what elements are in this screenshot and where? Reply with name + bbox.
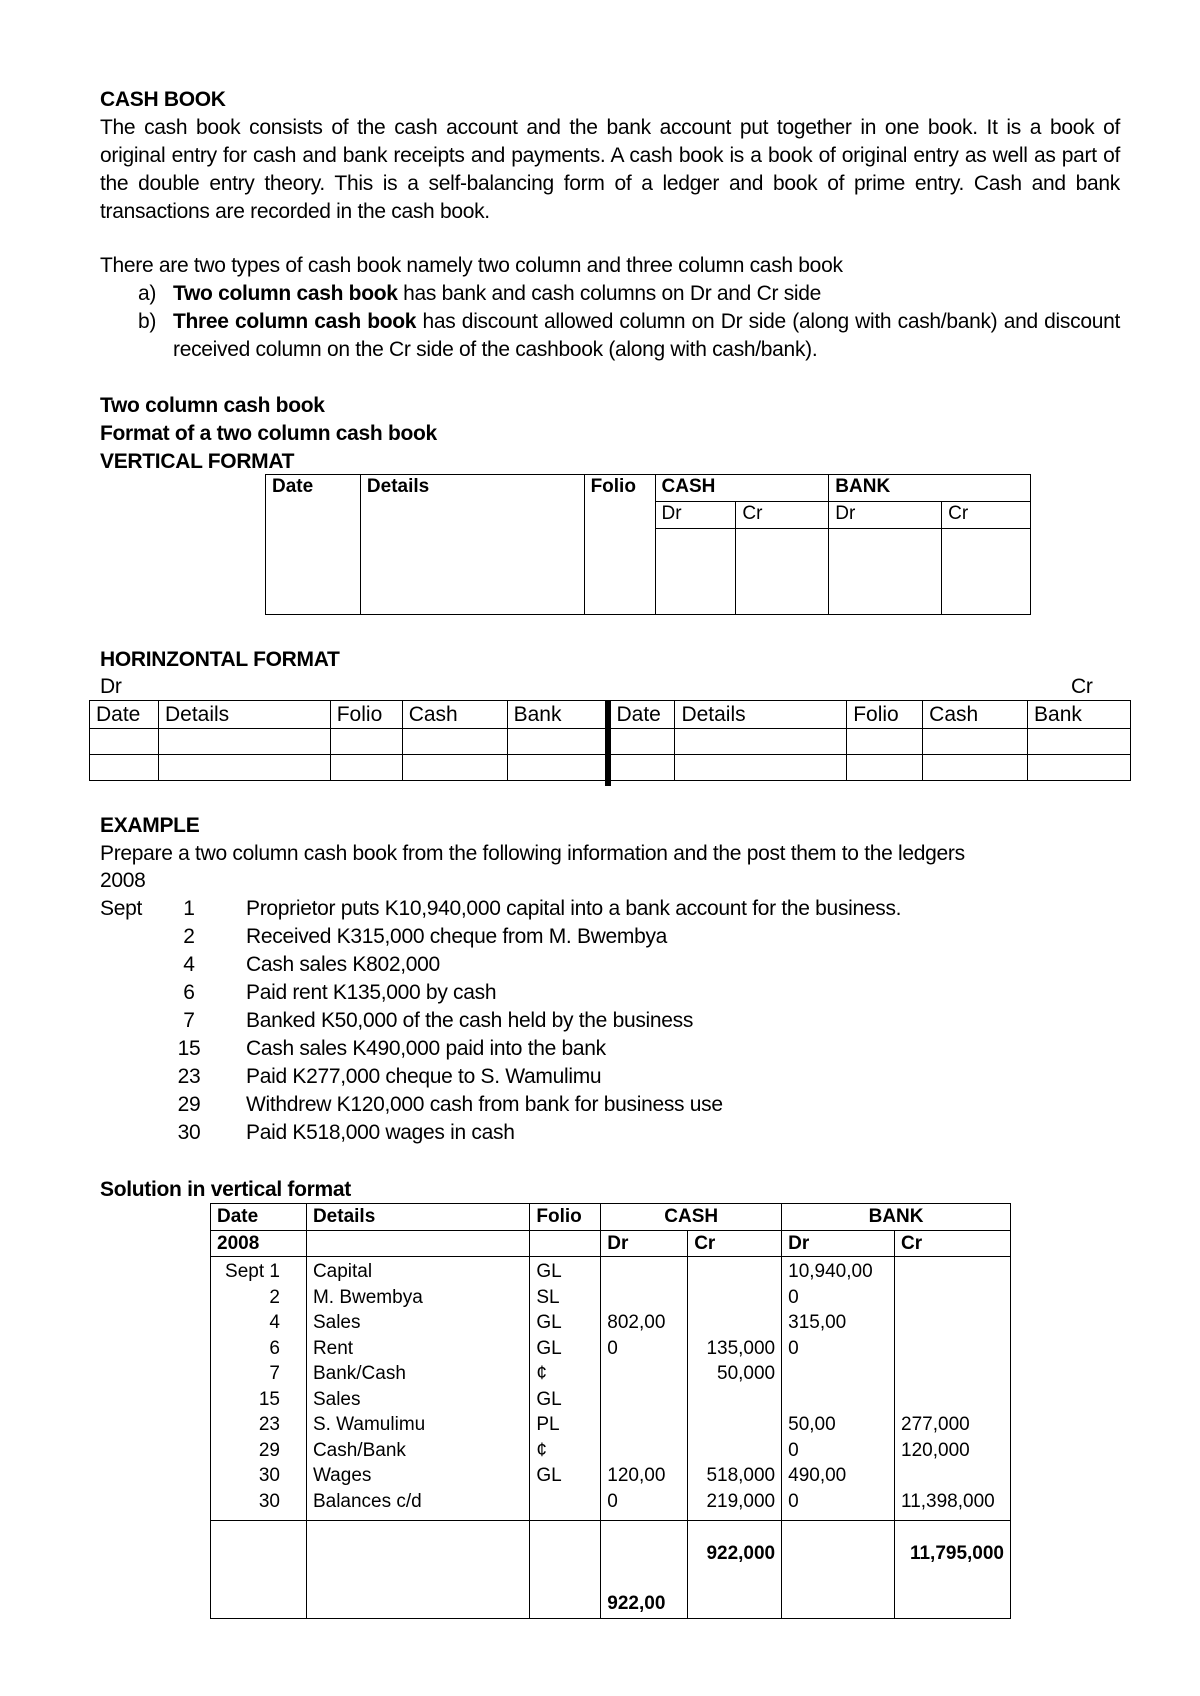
entry-text: Paid K518,000 wages in cash bbox=[246, 1121, 515, 1144]
header-cash: Cash bbox=[402, 701, 507, 729]
entry-day: 15 bbox=[177, 1037, 201, 1060]
table-cell bbox=[536, 1489, 594, 1515]
table-cell: 0 bbox=[788, 1286, 799, 1308]
table-cell bbox=[829, 529, 942, 615]
header-bank-dr: Dr bbox=[782, 1230, 895, 1257]
table-cell: 277,000 bbox=[901, 1414, 970, 1435]
table-cell: 23 bbox=[258, 1414, 280, 1435]
header-cash-cr: Cr bbox=[688, 1230, 782, 1257]
table-cell: GL bbox=[536, 1261, 562, 1282]
table-cell: 50,00 bbox=[788, 1414, 836, 1435]
entry-text: Cash sales K802,000 bbox=[246, 953, 440, 976]
solution-table bbox=[210, 1203, 1011, 1619]
header-date: Date bbox=[266, 475, 361, 615]
table-cell: 30 bbox=[258, 1465, 280, 1486]
table-cell: Sales bbox=[312, 1312, 361, 1333]
header-cash: CASH bbox=[601, 1204, 782, 1231]
header-folio: Folio bbox=[847, 701, 923, 729]
cash-dr-column bbox=[601, 1257, 688, 1521]
list-marker: b) bbox=[138, 310, 157, 333]
table-cell: 802,00 bbox=[607, 1312, 666, 1333]
header-bank-cr: Cr bbox=[895, 1230, 1011, 1257]
table-cell: 0 bbox=[788, 1337, 799, 1359]
table-cell: Wages bbox=[312, 1465, 372, 1486]
table-cell: 4 bbox=[269, 1312, 280, 1333]
table-cell: 50,000 bbox=[717, 1363, 776, 1384]
table-cell: 30 bbox=[258, 1490, 280, 1512]
table-cell: ¢ bbox=[536, 1439, 547, 1461]
header-bank-cr: Cr bbox=[942, 502, 1031, 529]
header-details: Details bbox=[306, 1204, 529, 1231]
header-cash-dr: Dr bbox=[655, 502, 736, 529]
entry-text: Received K315,000 cheque from M. Bwembya bbox=[246, 925, 668, 948]
header-bank: BANK bbox=[829, 475, 1031, 502]
table-cell: 15 bbox=[258, 1388, 280, 1410]
header-bank-dr: Dr bbox=[829, 502, 942, 529]
bank-cr-column bbox=[895, 1257, 1011, 1521]
entry-day: 1 bbox=[183, 897, 195, 920]
table-cell: GL bbox=[536, 1388, 562, 1410]
table-cell: Cash/Bank bbox=[312, 1439, 406, 1461]
table-cell: 29 bbox=[258, 1439, 280, 1461]
types-intro: There are two types of cash book namely two column and three column cash book bbox=[100, 254, 843, 277]
header-folio: Folio bbox=[584, 475, 655, 615]
vertical-format-label: VERTICAL FORMAT bbox=[100, 450, 295, 473]
header-cash-dr: Dr bbox=[601, 1230, 688, 1257]
table-cell: GL bbox=[536, 1465, 562, 1486]
table-cell bbox=[655, 529, 736, 615]
table-cell: ¢ bbox=[536, 1363, 547, 1384]
header-date: Date bbox=[610, 701, 675, 729]
table-cell: 0 bbox=[607, 1337, 618, 1359]
header-bank: Bank bbox=[1028, 701, 1131, 729]
date-column bbox=[211, 1257, 307, 1521]
table-cell: 2 bbox=[269, 1286, 280, 1308]
header-details: Details bbox=[360, 475, 584, 615]
table-cell: 11,398,000 bbox=[901, 1490, 995, 1512]
example-label: EXAMPLE bbox=[100, 814, 200, 837]
section-subtitle: Format of a two column cash book bbox=[100, 422, 437, 445]
table-cell: 0 bbox=[788, 1439, 799, 1461]
entry-day: 6 bbox=[183, 981, 195, 1004]
example-year: 2008 bbox=[100, 869, 146, 892]
table-cell: 315,00 bbox=[788, 1312, 847, 1333]
table-cell: 490,00 bbox=[788, 1465, 847, 1486]
cash-cr-column bbox=[688, 1257, 782, 1521]
header-details: Details bbox=[675, 701, 847, 729]
folio-column bbox=[530, 1257, 601, 1521]
solution-label: Solution in vertical format bbox=[100, 1178, 351, 1201]
table-cell: GL bbox=[536, 1337, 562, 1359]
table-cell: 120,000 bbox=[901, 1439, 970, 1461]
header-folio: Folio bbox=[330, 701, 402, 729]
header-year: 2008 bbox=[211, 1230, 307, 1257]
details-column bbox=[306, 1257, 529, 1521]
entry-text: Paid rent K135,000 by cash bbox=[246, 981, 497, 1004]
entry-text: Proprietor puts K10,940,000 capital into a bank account for the business. bbox=[246, 897, 902, 920]
vertical-format-table bbox=[265, 474, 1031, 615]
table-cell: 518,000 bbox=[706, 1465, 776, 1486]
list-term: Three column cash book bbox=[173, 310, 417, 333]
table-cell: 120,00 bbox=[607, 1465, 666, 1486]
entry-text: Banked K50,000 of the cash held by the business bbox=[246, 1009, 694, 1032]
total-cash-dr: 922,00 bbox=[601, 1521, 688, 1619]
dr-label: Dr bbox=[100, 675, 122, 698]
table-cell: Sept 1 bbox=[225, 1261, 280, 1282]
header-details: Details bbox=[158, 701, 330, 729]
table-cell bbox=[942, 529, 1031, 615]
horizontal-format-label: HORINZONTAL FORMAT bbox=[100, 648, 340, 671]
list-desc: has discount allowed column on Dr side (along with cash/bank) and discount received column on the Cr side of the cashbook (along with cash/bank). bbox=[173, 310, 1120, 361]
table-cell: S. Wamulimu bbox=[312, 1414, 426, 1435]
total-bank-cr: 11,795,000 bbox=[895, 1521, 1011, 1619]
table-cell: PL bbox=[536, 1414, 560, 1435]
entry-text: Paid K277,000 cheque to S. Wamulimu bbox=[246, 1065, 602, 1088]
table-cell: 0 bbox=[607, 1490, 618, 1512]
bank-dr-column bbox=[782, 1257, 895, 1521]
table-cell: 0 bbox=[788, 1490, 799, 1512]
table-cell: Rent bbox=[312, 1337, 354, 1359]
entry-day: 30 bbox=[177, 1121, 201, 1144]
header-cash-cr: Cr bbox=[736, 502, 829, 529]
table-cell: 6 bbox=[269, 1337, 280, 1359]
entry-day: 4 bbox=[183, 953, 195, 976]
dr-cr-divider bbox=[605, 700, 611, 786]
table-cell: M. Bwembya bbox=[312, 1286, 423, 1308]
list-term: Two column cash book bbox=[173, 282, 398, 305]
section-title: Two column cash book bbox=[100, 394, 325, 417]
page-heading: CASH BOOK bbox=[100, 88, 226, 111]
table-cell: Capital bbox=[312, 1261, 373, 1282]
table-cell: Balances c/d bbox=[312, 1490, 422, 1512]
entry-day: 29 bbox=[177, 1093, 201, 1116]
table-cell: Bank/Cash bbox=[312, 1363, 406, 1384]
list-marker: a) bbox=[138, 282, 157, 305]
table-cell bbox=[736, 529, 829, 615]
table-cell: Sales bbox=[312, 1388, 361, 1410]
intro-paragraph: The cash book consists of the cash account and the bank account put together in one book. It is a book of original entry for cash and bank receipts and payments. A cash book is a book of original entry as well as part of the double entry theory. This is a self-balancing form of a ledger and book of prime entry. Cash and bank transactions are recorded in the cash book. bbox=[100, 116, 1120, 223]
list-desc: has bank and cash columns on Dr and Cr side bbox=[397, 282, 822, 305]
header-folio: Folio bbox=[530, 1204, 601, 1231]
entry-day: 7 bbox=[183, 1009, 195, 1032]
header-date: Date bbox=[211, 1204, 307, 1231]
total-cash-cr: 922,000 bbox=[688, 1521, 782, 1619]
table-cell: 135,000 bbox=[706, 1337, 776, 1359]
example-instruction: Prepare a two column cash book from the following information and the post them to the ledgers bbox=[100, 842, 965, 865]
table-cell: 7 bbox=[269, 1363, 280, 1384]
table-cell: SL bbox=[536, 1286, 560, 1308]
header-cash: Cash bbox=[923, 701, 1028, 729]
example-month: Sept bbox=[100, 897, 142, 920]
table-cell: 219,000 bbox=[706, 1490, 776, 1512]
entry-day: 23 bbox=[177, 1065, 201, 1088]
header-bank: BANK bbox=[782, 1204, 1011, 1231]
header-date: Date bbox=[90, 701, 159, 729]
header-bank: Bank bbox=[507, 701, 610, 729]
header-cash: CASH bbox=[655, 475, 829, 502]
table-cell: GL bbox=[536, 1312, 562, 1333]
entry-text: Withdrew K120,000 cash from bank for business use bbox=[246, 1093, 723, 1116]
entry-day: 2 bbox=[183, 925, 195, 948]
table-cell: 10,940,00 bbox=[788, 1261, 873, 1282]
cr-label: Cr bbox=[1071, 675, 1093, 698]
entry-text: Cash sales K490,000 paid into the bank bbox=[246, 1037, 606, 1060]
